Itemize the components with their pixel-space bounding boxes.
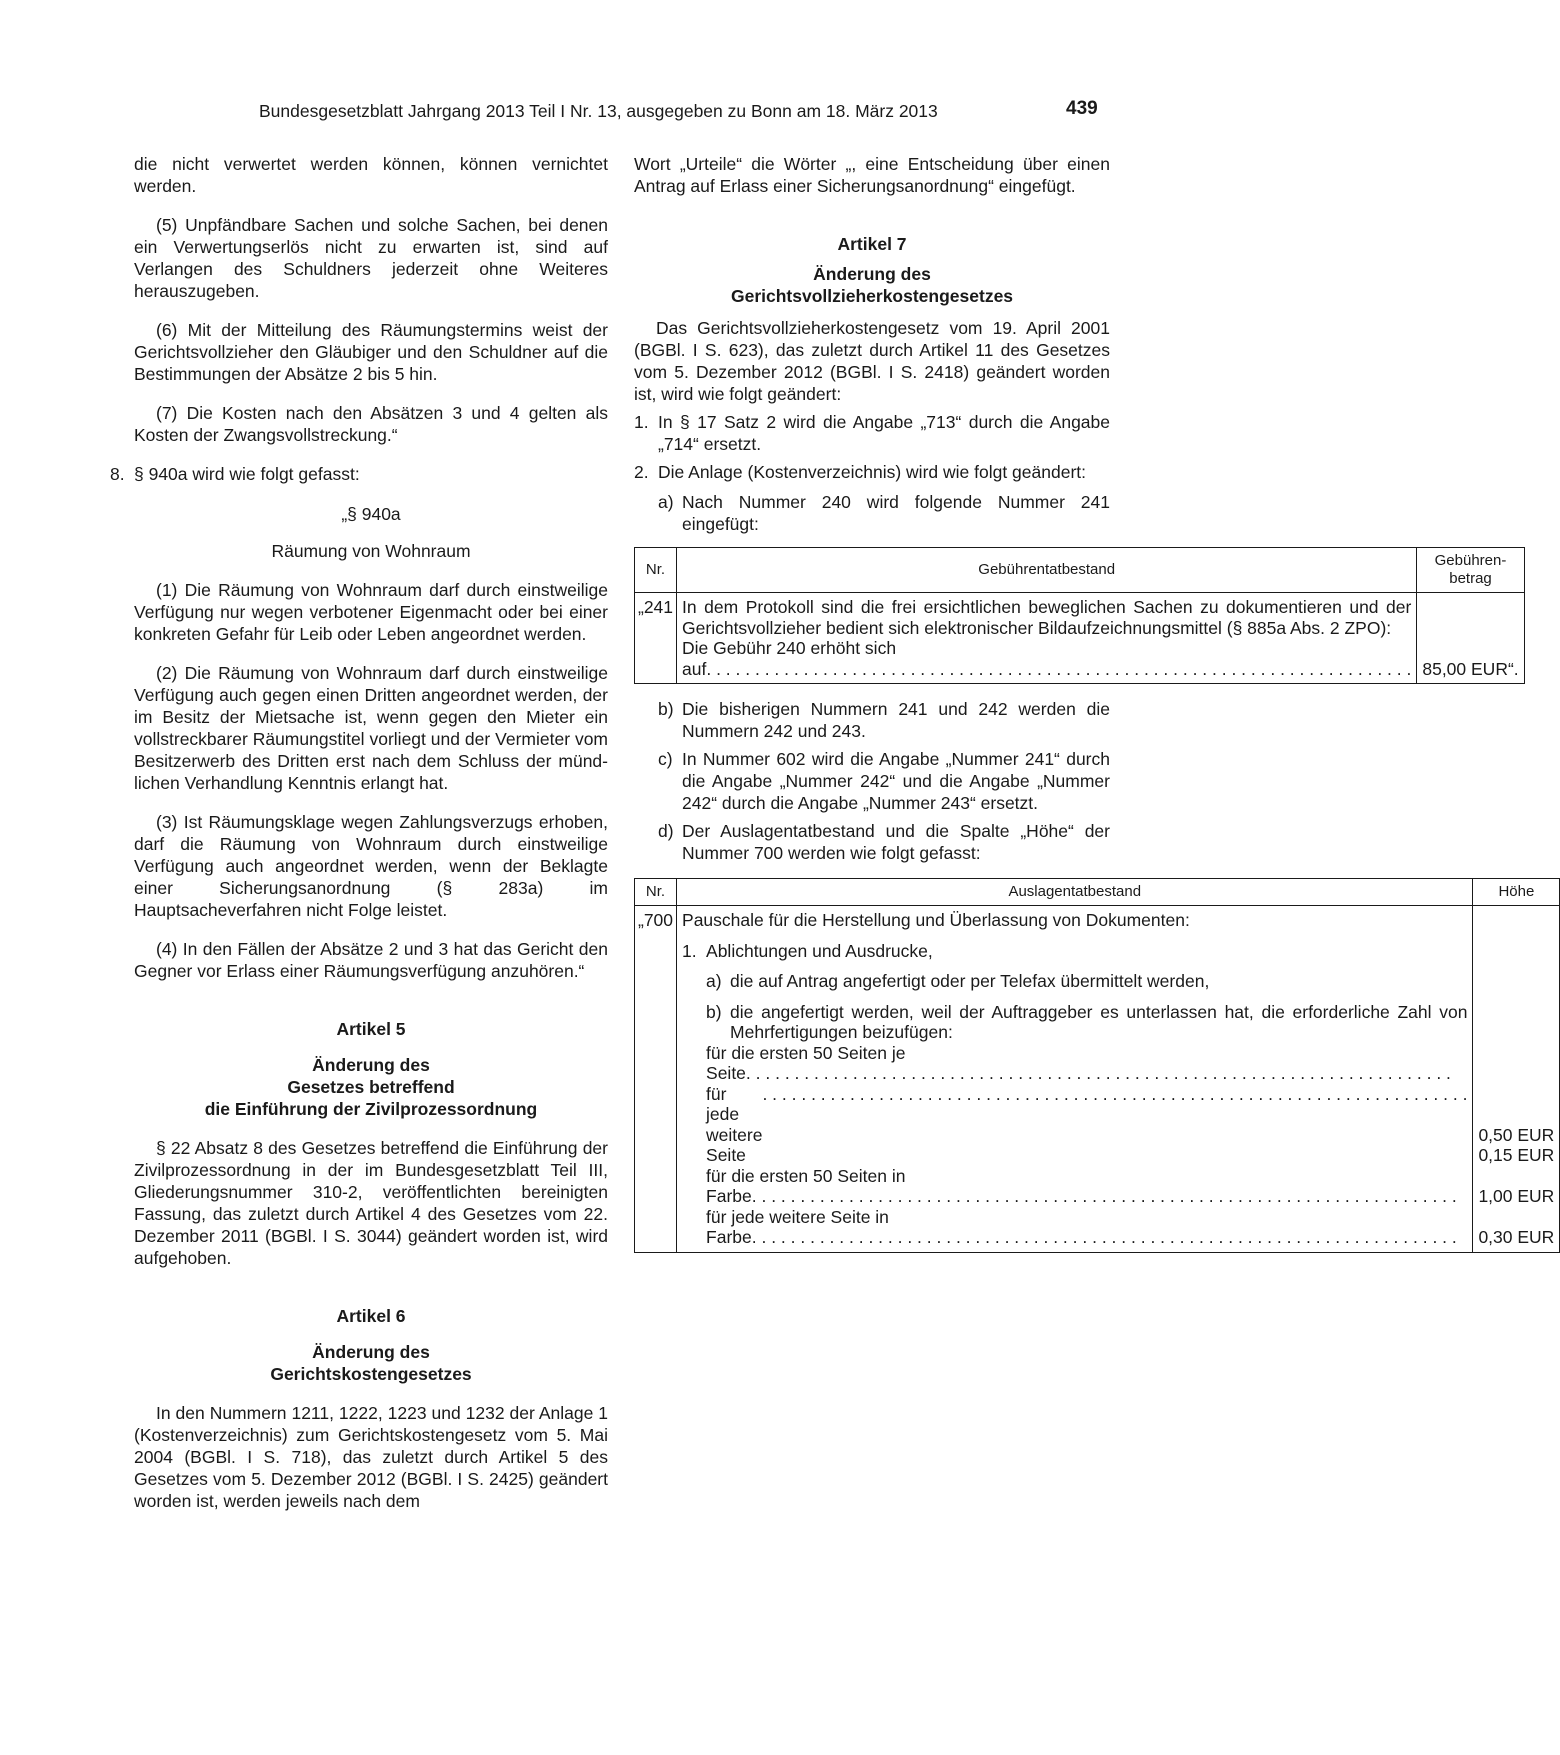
rate-text-1a: für die ersten 50 Seiten je: [706, 1042, 906, 1063]
list-item-2c: [658, 748, 1110, 814]
fee-table-241: [634, 547, 1525, 684]
item-text: Die bisherigen Nummern 241 und 242 werden die Nummern 242 und 243.: [682, 699, 1110, 741]
header-description: Auslagentatbestand: [677, 879, 1473, 906]
paragraph-6: (6) Mit der Mitteilung des Räumungstermins weist der Gerichtsvollzieher den Gläubiger und den Schuldner auf die Bestimmungen der Absätze 2 bis 5 hin.: [134, 320, 608, 384]
page-header: [0, 98, 1242, 127]
rate-amount-2: 0,15 EUR: [1478, 1145, 1555, 1165]
section-paragraph-4: (4) In den Fällen der Absätze 2 und 3 hat das Gericht den Gegner vor Erlass einer Räumungsverfügung anzuhören.“: [134, 939, 608, 981]
description-text: Pauschale für die Herstellung und Überlassung von Dokumenten:: [682, 910, 1190, 930]
rate-amount-3: 1,00 EUR: [1478, 1186, 1555, 1206]
item-number: 1.: [682, 940, 697, 961]
item-number: 1.: [634, 412, 649, 432]
section-paragraph-1: (1) Die Räumung von Wohnraum darf durch einstweilige Verfügung nur wegen verbotener Eigenmacht oder bei einer konkreten Gefahr für Leib oder Leben angeordnet werden.: [134, 580, 608, 644]
item-number: 2.: [634, 462, 649, 482]
article-7-intro: Das Gerichtsvollzieherkostengesetz vom 19. April 2001 (BGBl. I S. 623), das zuletzt durch Artikel 11 des Gesetzes vom 5. Dezember 2012 (BGBl. I S. 2418) geändert worden ist, wird wie folgt geändert:: [634, 318, 1110, 404]
header-nr: Nr.: [635, 548, 677, 593]
page-number: 439: [1066, 98, 1098, 119]
rate-text-3b: Farbe: [706, 1186, 752, 1206]
item-letter: a): [706, 971, 722, 991]
item-letter: c): [658, 749, 673, 769]
section-paragraph-2: (2) Die Räumung von Wohnraum darf durch einstweilige Verfügung auch gegen einen Dritten angeordnet werden, der im Besitz der Mietsache ist, wenn gegen den Mieter ein vollstreckbarer Räumungstitel vorliegt und der Vermieter vom Besitzerwerb des Dritten erst nach dem Schluss der mündlichen Verhandlung Kenntnis erlangt hat.: [134, 663, 608, 793]
article-5-title: Artikel 5: [336, 1019, 406, 1039]
header-nr: Nr.: [635, 879, 677, 906]
header-amount: Gebühren-betrag: [1417, 548, 1524, 593]
article-7-title: Artikel 7: [837, 234, 907, 254]
rate-amount-4: 0,30 EUR: [1478, 1227, 1555, 1247]
list-item-8: [110, 463, 608, 485]
cell-nr: „241: [635, 593, 677, 684]
article-5-heading-2: Gesetzes betreffend: [287, 1077, 455, 1097]
item-text: Die Anlage (Kostenverzeichnis) wird wie folgt geändert:: [658, 462, 1086, 482]
article-6-heading-1: Änderung des: [312, 1342, 430, 1362]
list-item-2d: [658, 820, 1110, 864]
header-amount: Höhe: [1473, 879, 1560, 906]
header-description: Gebührentatbestand: [677, 548, 1417, 593]
item-text: Der Auslagentatbestand und die Spalte „Höhe“ der Nummer 700 werden wie folgt gefasst:: [682, 821, 1110, 863]
rate-text-4a: für jede weitere Seite in: [706, 1206, 889, 1227]
article-6-text: In den Nummern 1211, 1222, 1223 und 1232 der Anlage 1 (Kostenverzeichnis) zum Gerichtskostengesetz vom 5. Mai 2004 (BGBl. I S. 718), das zuletzt durch Artikel 5 des Gesetzes vom 5. Dezember 2012 (BGBl. I S. 2425) geändert worden ist, werden jeweils nach dem: [134, 1403, 608, 1511]
item-number: 8.: [110, 464, 125, 484]
description-text-3: auf: [682, 658, 707, 679]
sub-item-1b: [706, 1002, 1467, 1043]
article-6-title: Artikel 6: [336, 1306, 406, 1326]
section-title: „§ 940a: [341, 504, 401, 524]
list-item-2a: [658, 491, 1110, 535]
item-text: die angefertigt werden, weil der Auftraggeber es unterlassen hat, die erforderliche Zahl von Mehrfertigungen beizufügen:: [730, 1001, 1468, 1042]
cell-description: [677, 593, 1417, 684]
rate-text-1b: Seite: [706, 1063, 746, 1083]
item-text: § 940a wird wie folgt gefasst:: [134, 464, 360, 484]
item-text: Ablichtungen und Ausdrucke,: [706, 940, 933, 961]
sub-item-1a: [706, 971, 1467, 992]
cell-amount: [1473, 906, 1560, 1253]
rate-line-2: [706, 1084, 1467, 1166]
fee-table-700: [634, 878, 1560, 1253]
item-letter: a): [658, 492, 674, 512]
cell-nr: „700: [635, 906, 677, 1253]
header-title: Bundesgesetzblatt Jahrgang 2013 Teil I Nr. 13, ausgegeben zu Bonn am 18. März 2013: [259, 101, 938, 121]
article-5-heading-3: die Einführung der Zivilprozessordnung: [204, 1099, 538, 1119]
table-row: [635, 906, 1560, 1253]
rate-text-2: für jede weitere Seite: [706, 1083, 763, 1165]
cell-description: [677, 906, 1473, 1253]
leader-dots: [762, 1084, 1467, 1166]
paragraph-continuation: Wort „Urteile“ die Wörter „, eine Entscheidung über einen Antrag auf Erlass einer Sicherungsanordnung“ eingefügt.: [634, 154, 1110, 196]
paragraph-7: (7) Die Kosten nach den Absätzen 3 und 4 gelten als Kosten der Zwangsvollstreckung.“: [134, 403, 608, 445]
list-item-2b: [658, 698, 1110, 742]
table-row: [635, 593, 1525, 684]
rate-line-4: [706, 1227, 1467, 1248]
rate-text-3a: für die ersten 50 Seiten in: [706, 1165, 906, 1186]
leader-dots: [752, 1227, 1468, 1248]
item-text: In Nummer 602 wird die Angabe „Nummer 241“ durch die Angabe „Nummer 242“ und die Angabe „Nummer 242“ durch die Angabe „Nummer 243“ ersetzt.: [682, 749, 1110, 813]
description-text: In dem Protokoll sind die frei ersichtlichen beweglichen Sachen zu dokumentieren und der Gerichtsvollzieher bedient sich elektronischer Bildaufzeichnungsmittel (§ 885a Abs. 2 ZPO):: [682, 597, 1412, 638]
section-paragraph-3: (3) Ist Räumungsklage wegen Zahlungsverzugs erhoben, darf die Räumung von Wohnraum durch einstweilige Verfügung auch angeordnet werden, wenn der Beklagte einer Sicherungsanordnung (§ 283a) im Hauptsacheverfahren nicht Folge leistet.: [134, 812, 608, 920]
leader-dots: [706, 659, 1411, 680]
table-header-row: [635, 548, 1525, 593]
rate-text-4b: Farbe: [706, 1227, 752, 1247]
article-7-heading-1: Änderung des: [813, 264, 931, 284]
rate-amount-1: 0,50 EUR: [1478, 1124, 1555, 1145]
rate-line-3: [706, 1186, 1467, 1207]
leader-dots: [746, 1063, 1468, 1084]
leader-dots: [752, 1186, 1468, 1207]
paragraph-5: (5) Unpfändbare Sachen und solche Sachen, bei denen ein Verwertungserlös nicht zu erwarten ist, sind auf Verlangen des Schuldners jederzeit ohne Weiteres herauszugeben.: [134, 215, 608, 301]
article-6-heading-2: Gerichtskostengesetzes: [270, 1364, 472, 1384]
right-column: [634, 153, 1555, 1253]
dotted-line: [682, 659, 1411, 680]
section-subtitle: Räumung von Wohnraum: [271, 541, 471, 561]
item-text: In § 17 Satz 2 wird die Angabe „713“ durch die Angabe „714“ ersetzt.: [658, 412, 1110, 454]
item-text: die auf Antrag angefertigt oder per Telefax übermittelt werden,: [730, 971, 1210, 991]
item-letter: b): [658, 699, 674, 719]
cell-amount: 85,00 EUR“.: [1417, 593, 1524, 684]
list-item-2: [634, 461, 1110, 535]
item-text: Nach Nummer 240 wird folgende Nummer 241 eingefügt:: [682, 492, 1110, 534]
description-text-2: Die Gebühr 240 erhöht sich: [682, 638, 897, 658]
list-item-1: [634, 411, 1110, 455]
rate-line-1: [706, 1063, 1467, 1084]
article-5-heading-1: Änderung des: [312, 1055, 430, 1075]
article-5-text: § 22 Absatz 8 des Gesetzes betreffend die Einführung der Zivilprozessordnung in der im Bundesgesetzblatt Teil III, Gliederungsnummer 310-2, veröffentlichten bereinigten Fassung, das zuletzt durch Artikel 4 des Gesetzes vom 22. Dezember 2011 (BGBl. I S. 3044) geändert worden ist, wird aufgehoben.: [134, 1138, 608, 1268]
left-column: [110, 153, 608, 1512]
item-letter: b): [706, 1001, 722, 1022]
paragraph-continuation: die nicht verwertet werden können, können vernichtet werden.: [134, 154, 608, 196]
item-letter: d): [658, 821, 674, 841]
sub-item-1: [682, 941, 1467, 1248]
article-7-heading-2: Gerichtsvollzieherkostengesetzes: [730, 286, 1014, 306]
table-header-row: [635, 879, 1560, 906]
